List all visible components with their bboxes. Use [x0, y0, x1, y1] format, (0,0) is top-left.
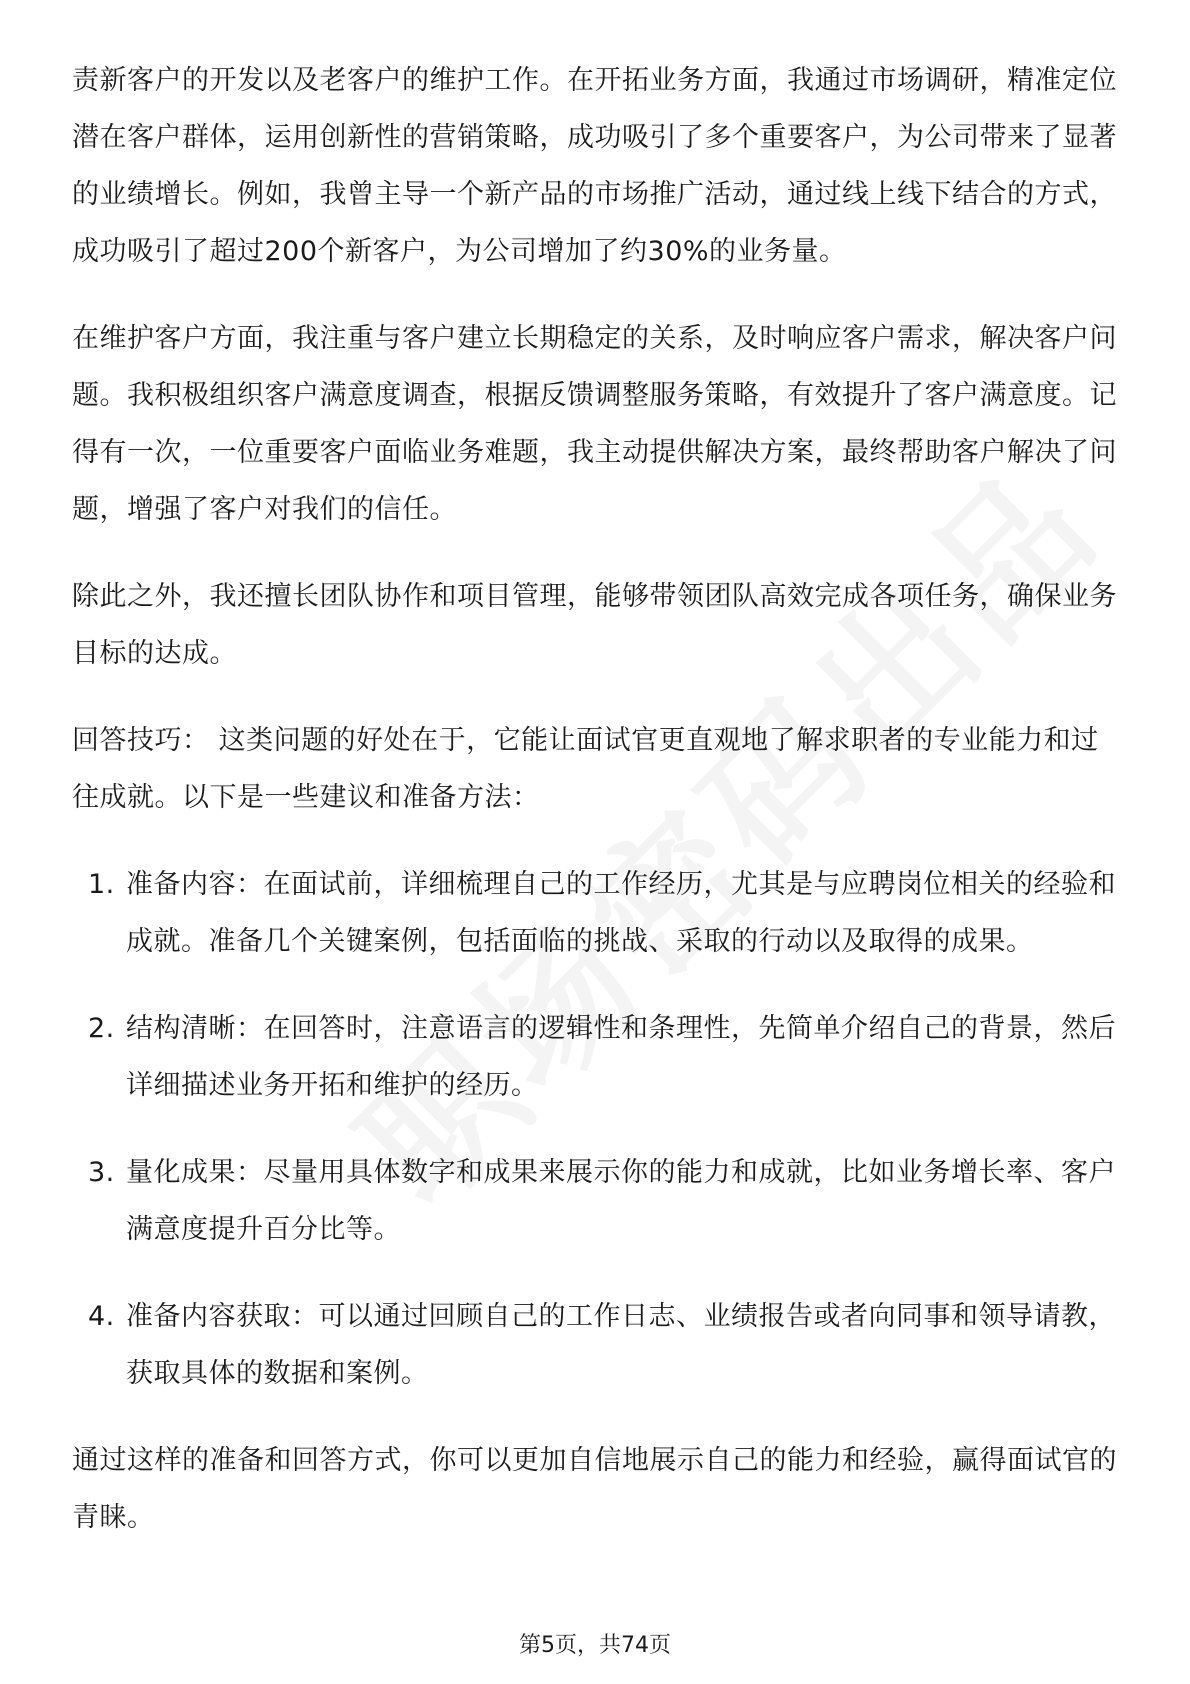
tips-list [72, 856, 1122, 1402]
list-item [72, 1288, 1122, 1402]
paragraph-maintenance: 在维护客户方面，我注重与客户建立长期稳定的关系，及时响应客户需求，解决客户问题。我积极组织客户满意度调查，根据反馈调整服务策略，有效提升了客户满意度。记得有一次，一位重要客户面临业务难题，我主动提供解决方案，最终帮助客户解决了问题，增强了客户对我们的信任。 [72, 323, 1117, 525]
list-item [72, 1144, 1122, 1258]
list-text: 准备内容获取：可以通过回顾自己的工作日志、业绩报告或者向同事和领导请教，获取具体的数据和案例。 [126, 1301, 1116, 1389]
list-number: 3. [88, 1157, 115, 1188]
list-text: 结构清晰：在回答时，注意语言的逻辑性和条理性，先简单介绍自己的背景，然后详细描述业务开拓和维护的经历。 [126, 1013, 1116, 1101]
list-item [72, 1000, 1122, 1114]
paragraph-teamwork: 除此之外，我还擅长团队协作和项目管理，能够带领团队高效完成各项任务，确保业务目标的达成。 [72, 581, 1117, 669]
page-content [72, 52, 1122, 1576]
list-number: 1. [88, 869, 115, 900]
list-number: 4. [88, 1301, 115, 1332]
paragraph-closing: 通过这样的准备和回答方式，你可以更加自信地展示自己的能力和经验，赢得面试官的青睐。 [72, 1445, 1117, 1533]
list-item [72, 856, 1122, 970]
list-text: 量化成果：尽量用具体数字和成果来展示你的能力和成就，比如业务增长率、客户满意度提升百分比等。 [126, 1157, 1116, 1245]
list-text: 准备内容：在面试前，详细梳理自己的工作经历，尤其是与应聘岗位相关的经验和成就。准备几个关键案例，包括面临的挑战、采取的行动以及取得的成果。 [126, 869, 1116, 957]
paragraph-tips: 回答技巧： 这类问题的好处在于，它能让面试官更直观地了解求职者的专业能力和过往成就。以下是一些建议和准备方法： [72, 725, 1099, 813]
list-number: 2. [88, 1013, 115, 1044]
paragraph-intro: 责新客户的开发以及老客户的维护工作。在开拓业务方面，我通过市场调研，精准定位潜在客户群体，运用创新性的营销策略，成功吸引了多个重要客户，为公司带来了显著的业绩增长。例如，我曾主导一个新产品的市场推广活动，通过线上线下结合的方式，成功吸引了超过200个新客户，为公司增加了约30%的业务量。 [72, 65, 1117, 267]
page-number-footer: 第5页，共74页 [519, 1633, 671, 1658]
